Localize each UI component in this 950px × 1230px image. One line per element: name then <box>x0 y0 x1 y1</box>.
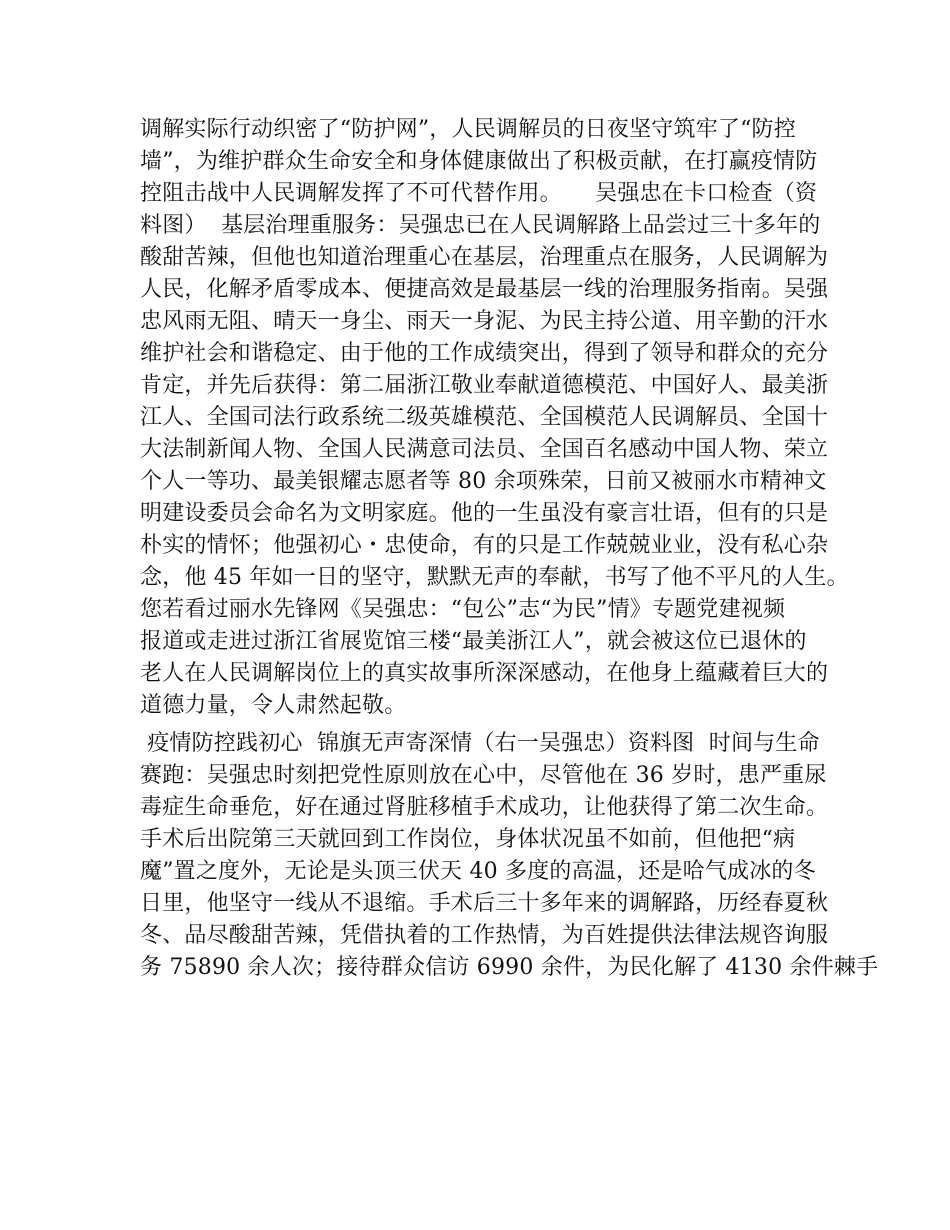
text-line: 大法制新闻人物、全国人民满意司法员、全国百名感动中国人物、荣立 <box>140 437 829 462</box>
paragraph-1 <box>140 114 849 722</box>
text-line: 念，他 45 年如一日的坚守，默默无声的奉献，书写了他不平凡的人生。 <box>140 565 849 590</box>
body-text <box>140 114 879 984</box>
text-line: 酸甜苦辣，但他也知道治理重心在基层，治理重点在服务，人民调解为 <box>140 245 829 270</box>
text-line: 您若看过丽水先锋网《吴强忠：“包公”志“为民”情》专题党建视频 <box>140 597 786 622</box>
text-line: 江人、全国司法行政系统二级英雄模范、全国模范人民调解员、全国十 <box>140 405 829 430</box>
text-line: 个人一等功、最美银耀志愿者等 80 余项殊荣，日前又被丽水市精神文 <box>140 469 827 494</box>
text-line: 魔”置之度外，无论是头顶三伏天 40 多度的高温，还是哈气成冰的冬 <box>140 859 816 884</box>
text-line: 冬、品尽酸甜苦辣，凭借执着的工作热情，为百姓提供法律法规咨询服 <box>140 923 829 948</box>
text-line: 手术后出院第三天就回到工作岗位，身体状况虽不如前，但他把“病 <box>140 827 796 852</box>
text-line: 料图） 基层治理重服务：吴强忠已在人民调解路上品尝过三十多年的 <box>140 213 821 238</box>
text-line: 墙”，为维护群众生命安全和身体健康做出了积极贡献，在打赢疫情防 <box>140 149 818 174</box>
paragraph-2 <box>140 728 879 984</box>
text-line: 赛跑：吴强忠时刻把党性原则放在心中，尽管他在 36 岁时，患严重尿 <box>140 763 827 788</box>
text-line: 毒症生命垂危，好在通过肾脏移植手术成功，让他获得了第二次生命。 <box>140 795 829 820</box>
text-line: 维护社会和谐稳定、由于他的工作成绩突出，得到了领导和群众的充分 <box>140 341 829 366</box>
text-line: 道德力量，令人肃然起敬。 <box>140 693 407 718</box>
text-line: 肯定，并先后获得：第二届浙江敬业奉献道德模范、中国好人、最美浙 <box>140 373 829 398</box>
text-line: 忠风雨无阻、晴天一身尘、雨天一身泥、为民主持公道、用辛勤的汗水 <box>140 309 829 334</box>
text-line: 控阻击战中人民调解发挥了不可代替作用。 吴强忠在卡口检查（资 <box>140 181 818 206</box>
text-line: 务 75890 余人次；接待群众信访 6990 余件，为民化解了 4130 余件棘手 <box>140 955 879 980</box>
text-line: 报道或走进过浙江省展览馆三楼“最美浙江人”，就会被这位已退休的 <box>140 629 807 654</box>
text-line: 调解实际行动织密了“防护网”，人民调解员的日夜坚守筑牢了“防控 <box>140 117 796 142</box>
text-line: 人民，化解矛盾零成本、便捷高效是最基层一线的治理服务指南。吴强 <box>140 277 829 302</box>
text-line: 日里，他坚守一线从不退缩。手术后三十多年来的调解路，历经春夏秋 <box>140 891 829 916</box>
text-line: 明建设委员会命名为文明家庭。他的一生虽没有豪言壮语，但有的只是 <box>140 501 829 526</box>
text-line: 朴实的情怀；他强初心・忠使命，有的只是工作兢兢业业，没有私心杂 <box>140 533 829 558</box>
text-line: 老人在人民调解岗位上的真实故事所深深感动，在他身上蕴藏着巨大的 <box>140 661 829 686</box>
text-line: 疫情防控践初心 锦旗无声寄深情（右一吴强忠）资料图 时间与生命 <box>140 731 820 756</box>
